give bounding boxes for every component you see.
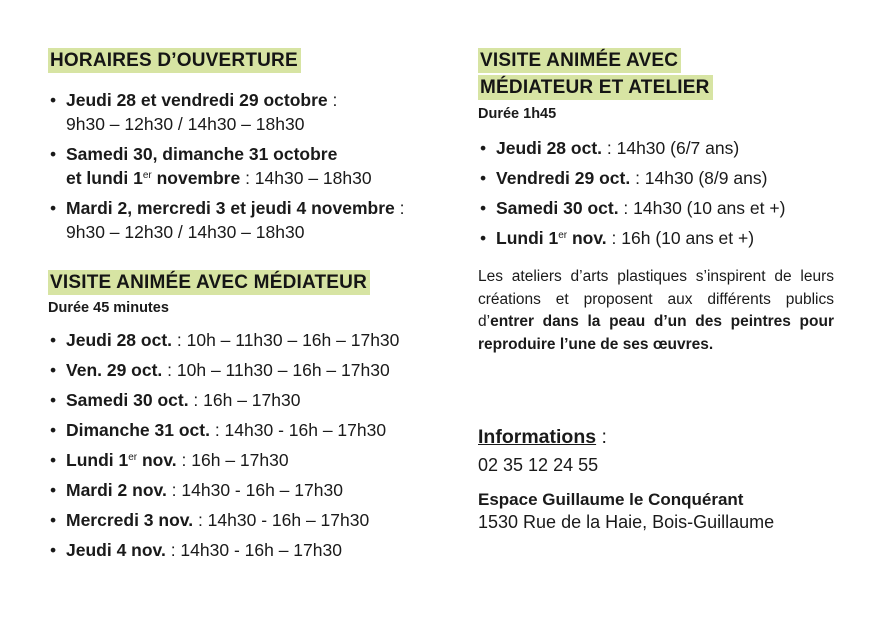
horaires-item: • Mardi 2, mercredi 3 et jeudi 4 novembre : 9h30 – 12h30 / 14h30 – 18h30 — [48, 196, 458, 244]
visite-item: • Lundi 1er nov. : 16h – 17h30 — [48, 448, 458, 472]
atelier-item: • Vendredi 29 oct. : 14h30 (8/9 ans) — [478, 166, 834, 190]
atelier-description: Les ateliers d’arts plastiques s’inspirent de leurs créations et proposent aux différents publics d’entrer dans la peau d’un des peintres pour reproduire l’une de ses œuvres. — [478, 268, 834, 353]
atelier-item: • Samedi 30 oct. : 14h30 (10 ans et +) — [478, 196, 834, 220]
left-column — [48, 48, 458, 568]
visite-duration: Durée 45 minutes — [48, 300, 169, 316]
visite-item: • Jeudi 4 nov. : 14h30 - 16h – 17h30 — [48, 538, 458, 562]
visite-item: • Mardi 2 nov. : 14h30 - 16h – 17h30 — [48, 478, 458, 502]
atelier-list — [478, 136, 834, 250]
visite-item: • Samedi 30 oct. : 16h – 17h30 — [48, 388, 458, 412]
venue-name: Espace Guillaume le Conquérant — [478, 490, 744, 509]
phone-number: 02 35 12 24 55 — [478, 455, 599, 475]
horaires-title: HORAIRES D’OUVERTURE — [48, 48, 301, 73]
horaires-item: • Jeudi 28 et vendredi 29 octobre : 9h30 – 12h30 / 14h30 – 18h30 — [48, 88, 458, 136]
atelier-duration: Durée 1h45 — [478, 106, 557, 122]
atelier-item: • Lundi 1er nov. : 16h (10 ans et +) — [478, 226, 834, 250]
visite-item: • Mercredi 3 nov. : 14h30 - 16h – 17h30 — [48, 508, 458, 532]
visite-item: • Ven. 29 oct. : 10h – 11h30 – 16h – 17h30 — [48, 358, 458, 382]
horaires-list — [48, 88, 458, 244]
atelier-item: • Jeudi 28 oct. : 14h30 (6/7 ans) — [478, 136, 834, 160]
atelier-title-line1: VISITE ANIMÉE AVEC — [478, 48, 681, 73]
horaires-item: • Samedi 30, dimanche 31 octobre et lundi 1er novembre : 14h30 – 18h30 — [48, 142, 458, 190]
right-column — [478, 48, 834, 535]
atelier-title-line2: MÉDIATEUR ET ATELIER — [478, 75, 713, 100]
visite-list — [48, 328, 458, 562]
visite-item: • Jeudi 28 oct. : 10h – 11h30 – 16h – 17h30 — [48, 328, 458, 352]
venue-address: 1530 Rue de la Haie, Bois-Guillaume — [478, 512, 775, 532]
info-label: Informations — [478, 426, 597, 448]
info-block: Informations : 02 35 12 24 55 Espace Guillaume le Conquérant 1530 Rue de la Haie, Bois-Guillaume — [478, 426, 834, 535]
visite-item: • Dimanche 31 oct. : 14h30 - 16h – 17h30 — [48, 418, 458, 442]
visite-title: VISITE ANIMÉE AVEC MÉDIATEUR — [48, 270, 370, 295]
